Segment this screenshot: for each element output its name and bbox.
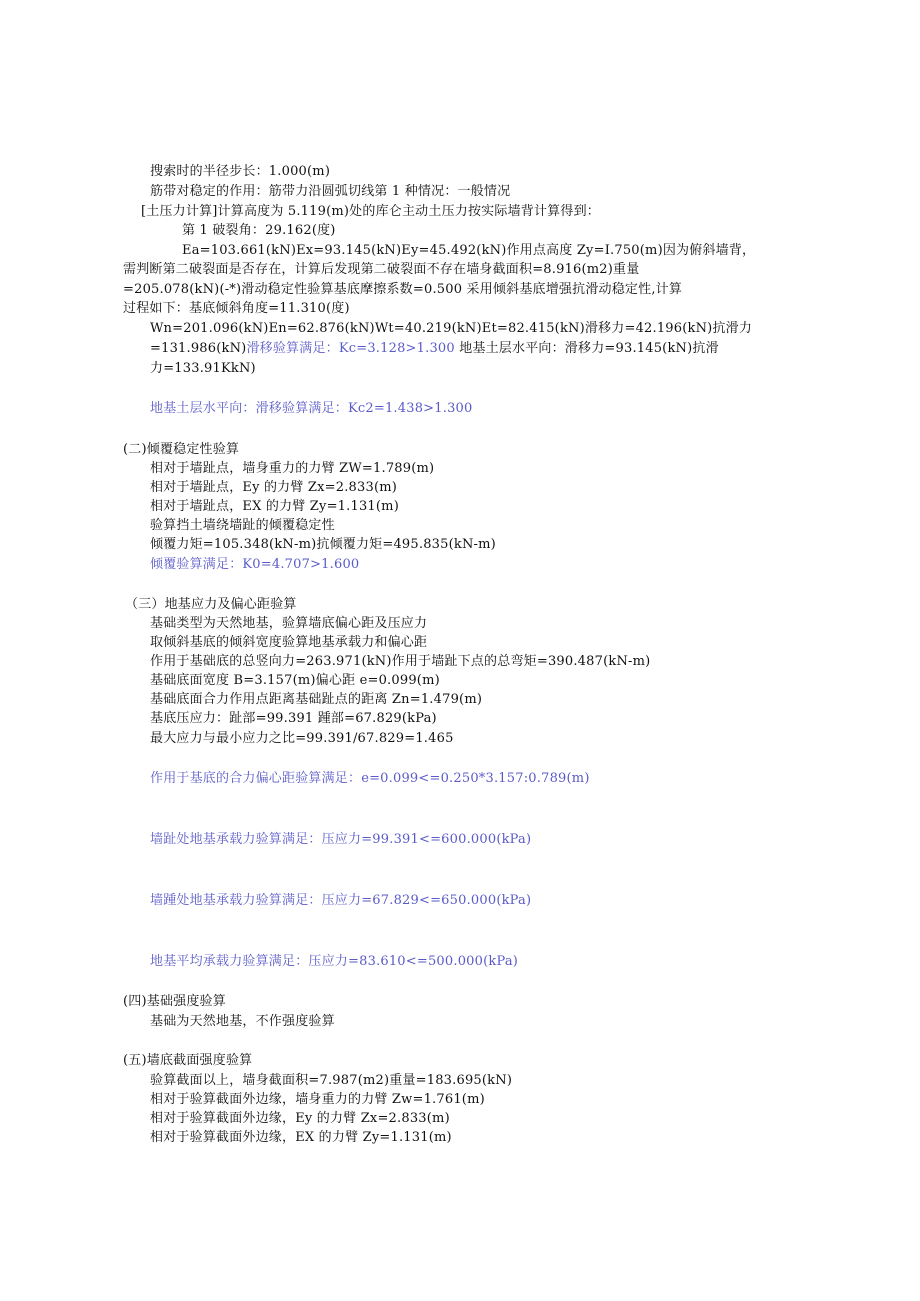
text-segment: =131.986(kN) [150, 341, 247, 356]
check-result: 墙趾处地基承载力验算满足：压应力=99.391<=600.000(kPa) [150, 832, 532, 847]
text-line: 相对于验算截面外边缘，墙身重力的力臂 Zw=1.761(m) [150, 1092, 485, 1107]
text-line: 基础为天然地基，不作强度验算 [150, 1014, 335, 1029]
text-line: 最大应力与最小应力之比=99.391/67.829=1.465 [150, 731, 454, 746]
text-line: 相对于验算截面外边缘，Ey 的力臂 Zx=2.833(m) [150, 1111, 450, 1126]
text-line: 验算挡土墙绕墙趾的倾覆稳定性 [150, 518, 335, 533]
text-line: 作用于基础底的总竖向力=263.971(kN)作用于墙趾下点的总弯矩=390.487(kN-m) [150, 654, 651, 669]
text-line: 基底压应力：趾部=99.391 踵部=67.829(kPa) [150, 711, 437, 726]
text-line: 基础底面合力作用点距离基础趾点的距离 Zn=1.479(m) [150, 692, 483, 707]
text-line: 需判断第二破裂面是否存在，计算后发现第二破裂面不存在墙身截面积=8.916(m2)重量 [123, 262, 640, 277]
text-line: 相对于墙趾点，墙身重力的力臂 ZW=1.789(m) [150, 461, 435, 476]
section-heading: (二)倾覆稳定性验算 [123, 442, 240, 457]
text-line: 搜索时的半径步长：1.000(m) [150, 164, 331, 179]
text-line: =205.078(kN)(-*)滑动稳定性验算基底摩擦系数=0.500 采用倾斜基底增强抗滑动稳定性,计算 [123, 282, 683, 297]
section-heading: （三）地基应力及偏心距验算 [125, 597, 297, 612]
text-line: 验算截面以上，墙身截面积=7.987(m2)重量=183.695(kN) [150, 1073, 513, 1088]
text-line: 倾覆力矩=105.348(kN-m)抗倾覆力矩=495.835(kN-m) [150, 537, 496, 552]
check-result: 倾覆验算满足：K0=4.707>1.600 [150, 557, 360, 572]
check-result: 地基土层水平向：滑移验算满足：Kc2=1.438>1.300 [150, 401, 473, 416]
section-heading: (五)墙底截面强度验算 [123, 1053, 253, 1068]
text-line: 相对于墙趾点，EX 的力臂 Zy=1.131(m) [150, 499, 399, 514]
text-line: 第 1 破裂角：29.162(度) [182, 223, 336, 238]
text-line: 取倾斜基底的倾斜宽度验算地基承载力和偏心距 [150, 635, 428, 650]
check-result: 滑移验算满足：Kc=3.128>1.300 [246, 341, 455, 356]
text-line: 相对于验算截面外边缘，EX 的力臂 Zy=1.131(m) [150, 1130, 452, 1145]
section-heading: (四)基础强度验算 [123, 994, 226, 1009]
text-line [150, 341, 719, 357]
check-result: 墙踵处地基承载力验算满足：压应力=67.829<=650.000(kPa) [150, 893, 532, 908]
text-line: 基础类型为天然地基，验算墙底偏心距及压应力 [150, 616, 428, 631]
text-line: 力=133.91KkN) [150, 361, 256, 376]
text-line: 过程如下：基底倾斜角度=11.310(度) [123, 301, 350, 316]
check-result: 作用于基底的合力偏心距验算满足：e=0.099<=0.250*3.157:0.789(m) [150, 771, 590, 786]
text-line: Wn=201.096(kN)En=62.876(kN)Wt=40.219(kN)Et=82.415(kN)滑移力=42.196(kN)抗滑力 [150, 321, 753, 336]
check-result: 地基平均承载力验算满足：压应力=83.610<=500.000(kPa) [150, 954, 519, 969]
text-segment: 地基土层水平向：滑移力=93.145(kN)抗滑 [454, 341, 719, 356]
text-line: 基础底面宽度 B=3.157(m)偏心距 e=0.099(m) [150, 673, 440, 688]
text-line: Ea=103.661(kN)Ex=93.145(kN)Ey=45.492(kN)作用点高度 Zy=I.750(m)因为俯斜墙背， [182, 243, 756, 258]
text-line: 相对于墙趾点，Ey 的力臂 Zx=2.833(m) [150, 480, 398, 495]
text-line: [土压力计算]计算高度为 5.119(m)处的库仑主动土压力按实际墙背计算得到： [141, 204, 600, 219]
text-line: 筋带对稳定的作用：筋带力沿圆弧切线第 1 种情况：一般情况 [150, 184, 511, 199]
